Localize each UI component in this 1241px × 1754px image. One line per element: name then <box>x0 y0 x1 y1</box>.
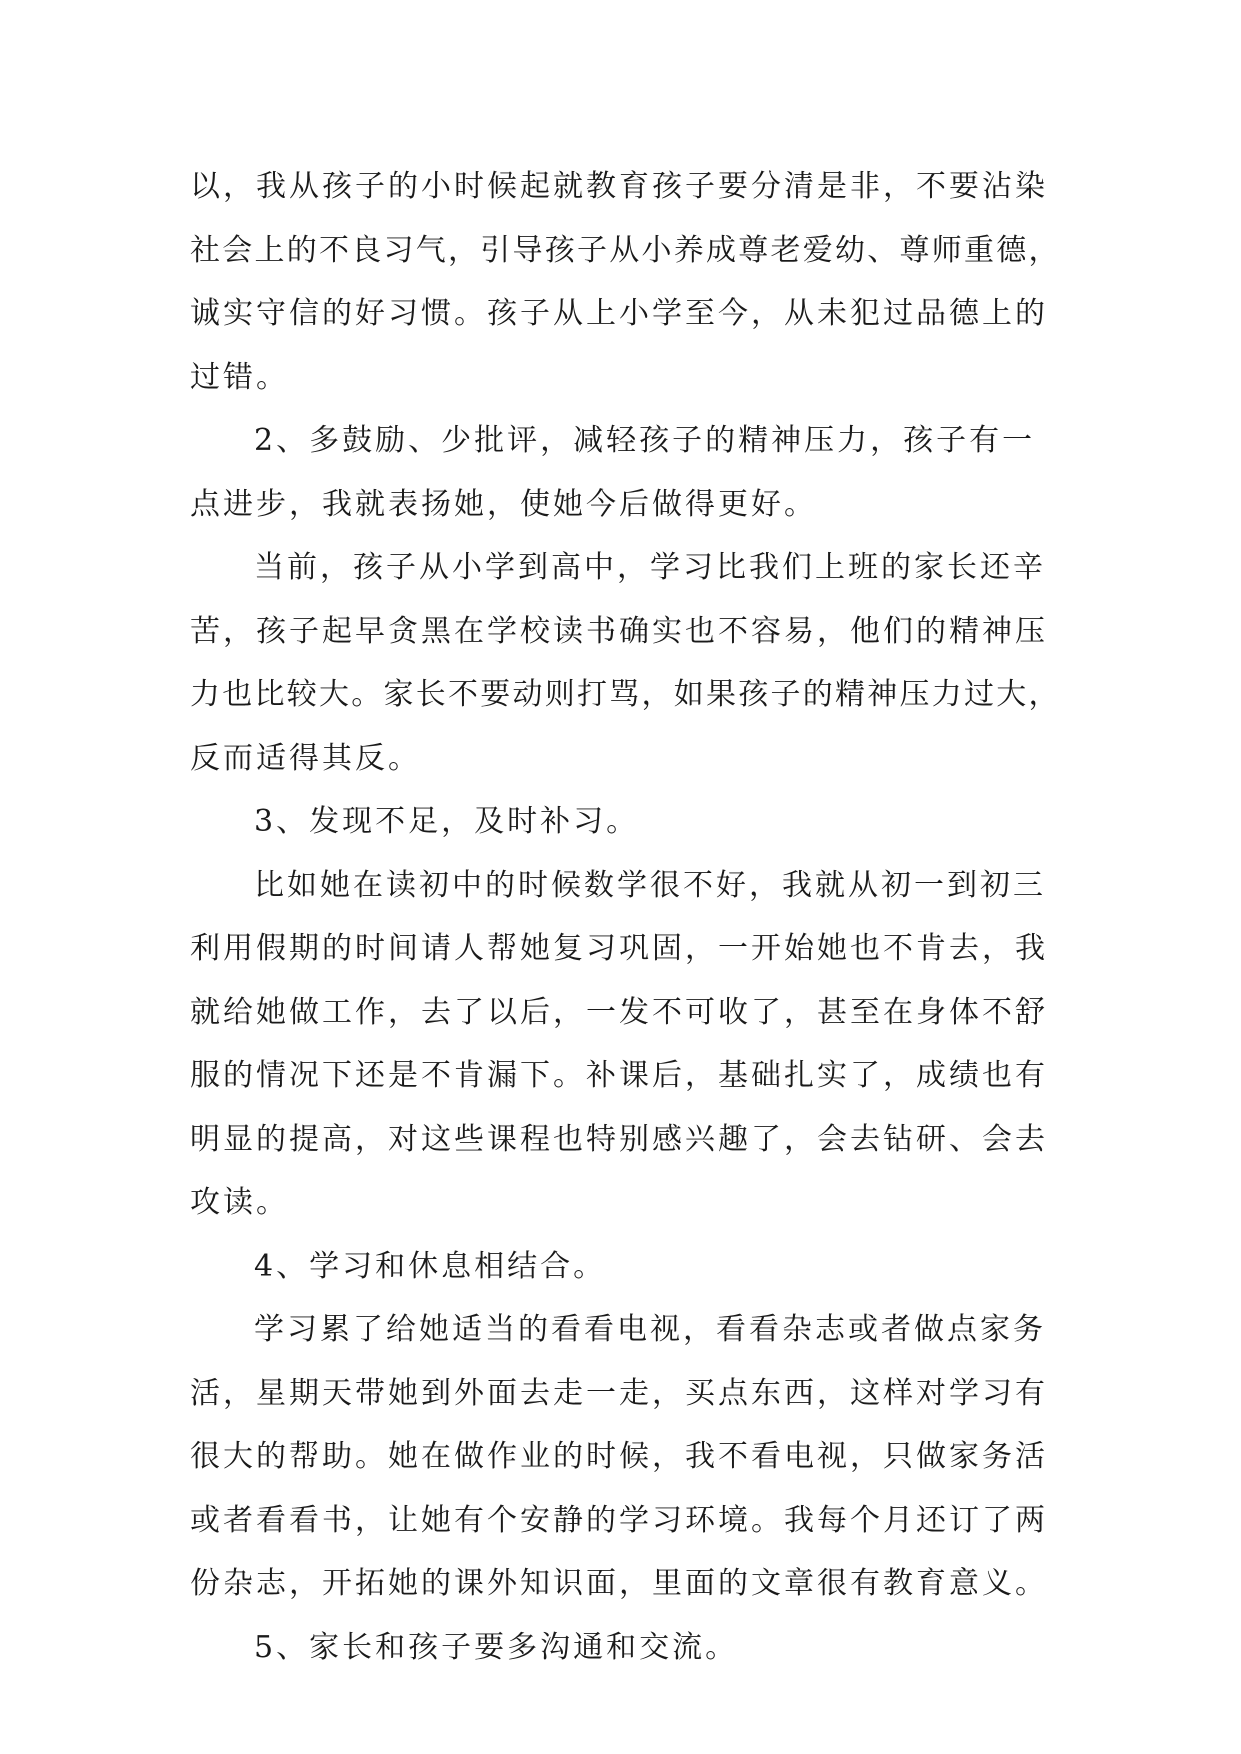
text-line: 4、学习和休息相结合。 <box>254 1248 607 1284</box>
body-text <box>190 155 1062 1679</box>
text-line: 活，星期天带她到外面去走一走，买点东西，这样对学习有 <box>190 1375 1048 1411</box>
text-line: 服的情况下还是不肯漏下。补课后，基础扎实了，成绩也有 <box>190 1058 1048 1093</box>
text-line: 比如她在读初中的时候数学很不好，我就从初一到初三 <box>254 867 1046 903</box>
text-line: 反而适得其反。 <box>190 740 421 776</box>
text-line: 苦，孩子起早贪黑在学校读书确实也不容易，他们的精神压 <box>190 613 1048 649</box>
text-line: 很大的帮助。她在做作业的时候，我不看电视，只做家务活 <box>190 1439 1048 1474</box>
text-line: 点进步，我就表扬她，使她今后做得更好。 <box>190 486 817 522</box>
text-line: 以，我从孩子的小时候起就教育孩子要分清是非，不要沾染 <box>190 169 1048 204</box>
text-line: 学习累了给她适当的看看电视，看看杂志或者做点家务 <box>254 1312 1046 1347</box>
text-line: 诚实守信的好习惯。孩子从上小学至今，从未犯过品德上的 <box>190 296 1048 331</box>
text-line: 社会上的不良习气，引导孩子从小养成尊老爱幼、尊师重德， <box>190 232 1061 268</box>
text-line: 2、多鼓励、少批评，减轻孩子的精神压力，孩子有一 <box>254 423 1036 458</box>
text-line: 份杂志，开拓她的课外知识面，里面的文章很有教育意义。 <box>190 1566 1048 1601</box>
text-line: 力也比较大。家长不要动则打骂，如果孩子的精神压力过大， <box>190 677 1061 712</box>
text-line: 过错。 <box>190 359 289 395</box>
text-line: 5、家长和孩子要多沟通和交流。 <box>254 1629 739 1665</box>
text-line: 就给她做工作，去了以后，一发不可收了，甚至在身体不舒 <box>190 994 1048 1030</box>
text-line: 攻读。 <box>190 1185 289 1220</box>
text-line: 或者看看书，让她有个安静的学习环境。我每个月还订了两 <box>190 1502 1048 1538</box>
text-line: 明显的提高，对这些课程也特别感兴趣了，会去钻研、会去 <box>190 1121 1048 1157</box>
text-line: 3、发现不足，及时补习。 <box>254 804 640 839</box>
text-line: 当前，孩子从小学到高中，学习比我们上班的家长还辛 <box>254 550 1046 585</box>
text-line: 利用假期的时间请人帮她复习巩固，一开始她也不肯去，我 <box>190 931 1048 966</box>
